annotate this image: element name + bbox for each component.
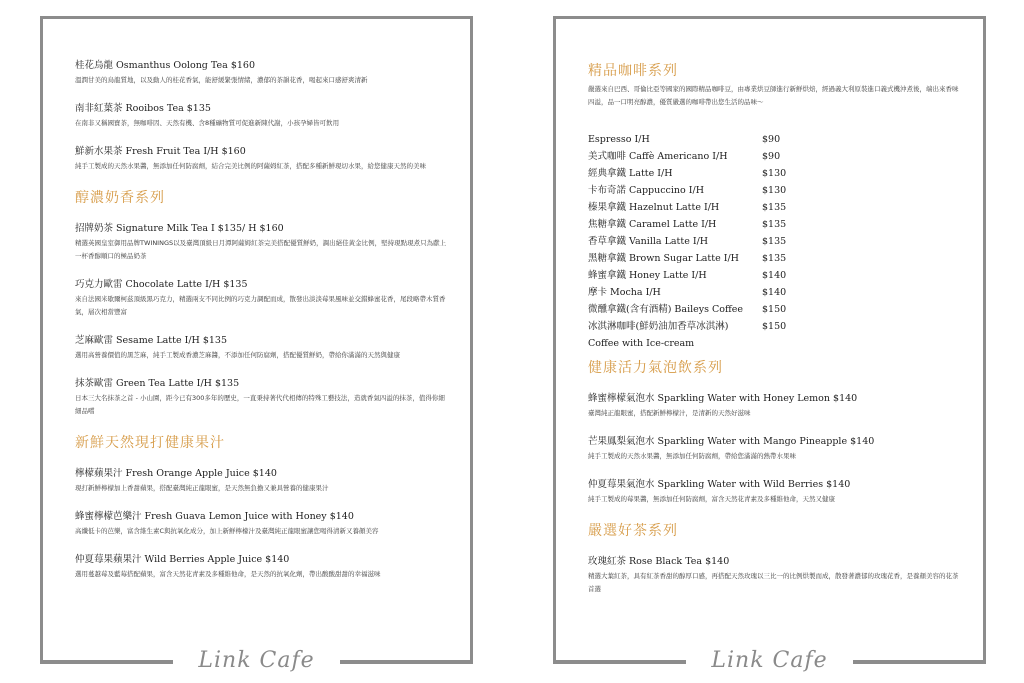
menu-item bbox=[75, 278, 448, 319]
item-description: 精選大葉紅茶，具有紅茶香甜的醇厚口感，再搭配天然玫瑰以三比一的比例烘製而成，散發著濃郁的玫瑰花香，是養顏美容的花茶首選 bbox=[588, 572, 959, 593]
price-item-name: Espresso I/H bbox=[588, 134, 650, 145]
price-row bbox=[588, 267, 961, 284]
menu-item bbox=[75, 553, 448, 581]
price-item-price: $140 bbox=[762, 287, 787, 298]
item-name: 抹茶歐雷 Green Tea Latte I/H $135 bbox=[75, 378, 240, 389]
price-item-price: $140 bbox=[762, 270, 787, 281]
price-row bbox=[588, 318, 961, 335]
price-item-price: $135 bbox=[762, 202, 787, 213]
item-name: 芒果鳳梨氣泡水 Sparkling Water with Mango Pineapple $140 bbox=[588, 436, 875, 447]
price-row bbox=[588, 165, 961, 182]
item-description: 臺灣純正龍眼蜜，搭配新鮮檸檬汁，是清新的天然好滋味 bbox=[588, 409, 751, 417]
menu-item bbox=[75, 145, 448, 173]
price-row bbox=[588, 199, 961, 216]
price-item-name: 卡布奇諾 Cappuccino I/H bbox=[588, 185, 705, 196]
price-item-price: $150 bbox=[762, 321, 787, 332]
brand-logo: Link Cafe bbox=[686, 647, 853, 675]
price-item-name: 榛果拿鐵 Hazelnut Latte I/H bbox=[588, 202, 720, 213]
price-item-name: 蜂蜜拿鐵 Honey Latte I/H bbox=[588, 270, 707, 281]
item-description: 現打新鮮檸檬加上香甜蘋果，搭配臺灣純正龍眼蜜，是天然無負擔又兼具營養的健康果汁 bbox=[75, 484, 329, 492]
item-name: 芝麻歐雷 Sesame Latte I/H $135 bbox=[75, 335, 228, 346]
price-item-price: $135 bbox=[762, 236, 787, 247]
price-row bbox=[588, 182, 961, 199]
price-item-name: 焦糖拿鐵 Caramel Latte I/H bbox=[588, 219, 717, 230]
menu-item bbox=[75, 59, 448, 87]
item-description: 選用蔓越莓及藍莓搭配蘋果，富含天然花青素及多種維他命，是天然的抗氧化劑，帶出酸酸甜甜的幸福滋味 bbox=[75, 570, 381, 578]
item-description: 來自法國米歇爾柯茲頂級黑巧克力，精選兩支不同比例的巧克力調配而成，散發出淡淡莓果風味並交錯蜂蜜花香，尾段略帶木質香氣，層次相當豐富 bbox=[75, 295, 446, 316]
price-item-name: Coffee with Ice-cream bbox=[588, 338, 695, 349]
price-item-name: 經典拿鐵 Latte I/H bbox=[588, 168, 673, 179]
menu-item bbox=[75, 467, 448, 495]
section-description: 嚴選來自巴西、哥倫比亞等國家的國際精品咖啡豆，由專業烘豆師進行新鮮烘焙，經過義大利原裝進口義式機沖煮後，端出來香味四溢，品一口明亮醇濃，優質嚴選的咖啡帶出您生活的品味～ bbox=[588, 85, 959, 106]
price-item-name: 冰淇淋咖啡(鮮奶油加香草冰淇淋) bbox=[588, 321, 729, 332]
footer-divider bbox=[340, 660, 470, 662]
section-title-sparkling: 健康活力氣泡飲系列 bbox=[588, 360, 723, 376]
footer-divider bbox=[853, 660, 983, 662]
item-name: 鮮新水果茶 Fresh Fruit Tea I/H $160 bbox=[75, 146, 246, 157]
item-name: 蜂蜜檸檬芭樂汁 Fresh Guava Lemon Juice with Honey $140 bbox=[75, 511, 354, 522]
price-row bbox=[588, 131, 961, 148]
menu-item bbox=[75, 510, 448, 538]
item-name: 巧克力歐雷 Chocolate Latte I/H $135 bbox=[75, 279, 248, 290]
item-name: 仲夏莓果蘋果汁 Wild Berries Apple Juice $140 bbox=[75, 554, 290, 565]
menu-item bbox=[588, 435, 961, 463]
page-footer bbox=[556, 647, 983, 675]
price-row bbox=[588, 148, 961, 165]
section-title-milk-tea: 醇濃奶香系列 bbox=[75, 190, 165, 206]
menu-content-right bbox=[588, 59, 961, 639]
footer-divider bbox=[556, 660, 686, 662]
menu-item bbox=[588, 392, 961, 420]
section-title-coffee: 精品咖啡系列 bbox=[588, 63, 678, 79]
menu-item bbox=[588, 555, 961, 596]
price-item-price: $90 bbox=[762, 134, 781, 145]
item-name: 玫瑰紅茶 Rose Black Tea $140 bbox=[588, 556, 730, 567]
price-item-price: $90 bbox=[762, 151, 781, 162]
price-row bbox=[588, 216, 961, 233]
item-name: 仲夏莓果氣泡水 Sparkling Water with Wild Berries $140 bbox=[588, 479, 851, 490]
price-row bbox=[588, 284, 961, 301]
price-item-name: 美式咖啡 Caffè Americano I/H bbox=[588, 151, 728, 162]
item-name: 南非紅葉茶 Rooibos Tea $135 bbox=[75, 103, 211, 114]
price-row bbox=[588, 250, 961, 267]
item-name: 檸檬蘋果汁 Fresh Orange Apple Juice $140 bbox=[75, 468, 277, 479]
section-title-tea: 嚴選好茶系列 bbox=[588, 523, 678, 539]
price-item-name: 微醺拿鐵(含有酒精) Baileys Coffee bbox=[588, 304, 744, 315]
item-description: 純手工製成的莓果醬，無添加任何防腐劑，富含天然花青素及多種維他命，天然又健康 bbox=[588, 495, 835, 503]
item-name: 桂花烏龍 Osmanthus Oolong Tea $160 bbox=[75, 60, 255, 71]
price-row bbox=[588, 301, 961, 318]
price-item-price: $150 bbox=[762, 304, 787, 315]
menu-item bbox=[75, 377, 448, 418]
item-description: 在南非又稱國寶茶，無咖啡因、天然有機、含8種礦物質可促進新陳代謝，小孩孕婦皆可飲用 bbox=[75, 119, 340, 127]
item-description: 純手工製成的天然水果醬，無添加任何防腐劑，結合完美比例的阿薩姆紅茶，搭配多種新鮮現切水果，給您健康天然的美味 bbox=[75, 162, 426, 170]
price-item-name: 香草拿鐵 Vanilla Latte I/H bbox=[588, 236, 709, 247]
item-name: 招牌奶茶 Signature Milk Tea I $135/ H $160 bbox=[75, 223, 284, 234]
menu-item bbox=[588, 478, 961, 506]
price-item-price: $135 bbox=[762, 219, 787, 230]
menu-page-left bbox=[40, 16, 473, 673]
menu-item bbox=[75, 334, 448, 362]
price-item-name: 黑糖拿鐵 Brown Sugar Latte I/H bbox=[588, 253, 739, 264]
page-footer bbox=[43, 647, 470, 675]
price-item-name: 摩卡 Mocha I/H bbox=[588, 287, 661, 298]
item-description: 選用高營養價值的黑芝麻，純手工製成香濃芝麻醬，不添加任何防腐劑，搭配優質鮮奶，帶給你滿滿的天然與健康 bbox=[75, 351, 400, 359]
menu-item bbox=[75, 102, 448, 130]
coffee-price-list bbox=[588, 131, 961, 352]
menu-page-right bbox=[553, 16, 986, 673]
item-description: 溫潤甘美的烏龍質地，以及動人的桂花香氣，能舒緩緊張情緒，濃郁的茶韻花香，喝起來口感舒爽清新 bbox=[75, 76, 368, 84]
item-description: 精選英國皇室御用品牌TWININGS以及臺灣頂級日月潭阿薩姆紅茶完美搭配優質鮮奶，調出絕佳黃金比例，堅持現點現煮只為獻上一杯香醇順口的極品奶茶 bbox=[75, 239, 447, 260]
price-row bbox=[588, 335, 961, 352]
item-description: 高纖低卡的芭樂，富含維生素C與抗氧化成分，加上新鮮檸檬汁及臺灣純正龍眼蜜讓您喝得清新又養顏美容 bbox=[75, 527, 379, 535]
item-description: 純手工製成的天然水果醬，無添加任何防腐劑，帶給您滿滿的熱帶水果味 bbox=[588, 452, 796, 460]
price-item-price: $130 bbox=[762, 168, 787, 179]
price-item-price: $135 bbox=[762, 253, 787, 264]
price-row bbox=[588, 233, 961, 250]
menu-content-left bbox=[75, 59, 448, 639]
brand-logo: Link Cafe bbox=[173, 647, 340, 675]
section-title-juice: 新鮮天然現打健康果汁 bbox=[75, 435, 225, 451]
item-description: 日本三大名抹茶之首 - 小山園，距今已有300多年的歷史，一直秉持著代代相傳的特殊工藝技法，造就香氣四溢的抹茶，值得你細細品嚐 bbox=[75, 394, 445, 415]
menu-item bbox=[75, 222, 448, 263]
item-name: 蜂蜜檸檬氣泡水 Sparkling Water with Honey Lemon $140 bbox=[588, 393, 858, 404]
price-item-price: $130 bbox=[762, 185, 787, 196]
footer-divider bbox=[43, 660, 173, 662]
